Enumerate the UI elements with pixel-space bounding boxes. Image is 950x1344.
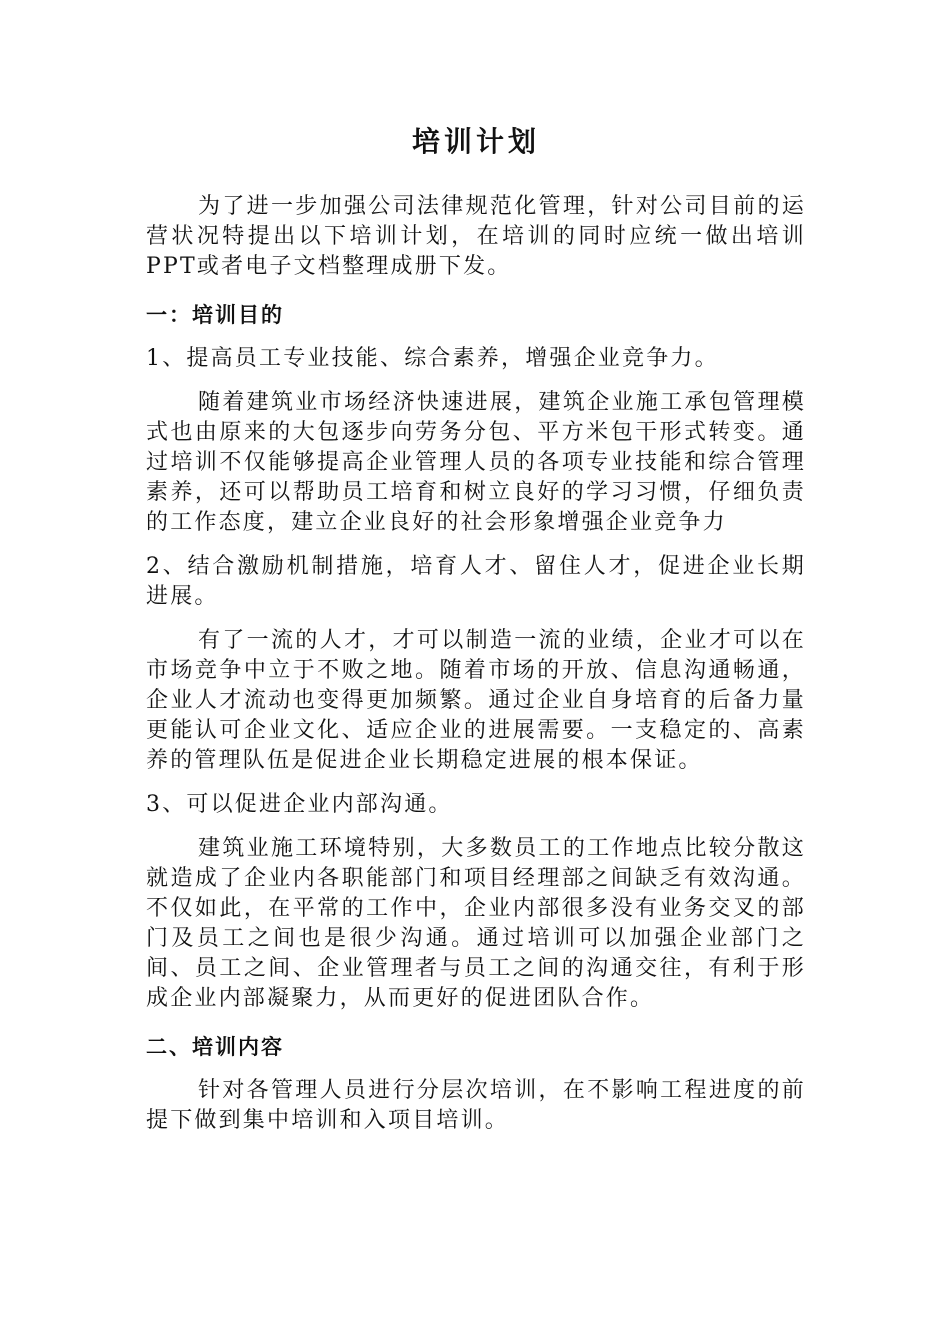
purpose-item-2: 2、结合激励机制措施，培育人才、留住人才，促进企业长期进展。 (146, 554, 806, 609)
purpose-item-3-body: 建筑业施工环境特别，大多数员工的工作地点比较分散这就造成了企业内各职能部门和项目经理部之间缺乏有效沟通。不仅如此，在平常的工作中，企业内部很多没有业务交叉的部门及员工之间也是很少沟通。通过培训可以加强企业部门之间、员工之间、企业管理者与员工之间的沟通交往，有利于形成企业内部凝聚力，从而更好的促进团队合作。 (146, 836, 806, 1011)
content-paragraph: 针对各管理人员进行分层次培训，在不影响工程进度的前提下做到集中培训和入项目培训。 (146, 1078, 806, 1133)
section-heading-content: 二、培训内容 (146, 1035, 284, 1059)
section-heading-purpose: 一：培训目的 (146, 303, 284, 327)
purpose-item-3: 3、可以促进企业内部沟通。 (146, 792, 453, 817)
document-page (146, 118, 806, 1136)
intro-paragraph: 为了进一步加强公司法律规范化管理，针对公司目前的运营状况特提出以下培训计划，在培训的同时应统一做出培训PPT或者电子文档整理成册下发。 (146, 194, 806, 279)
purpose-item-1: 1、提高员工专业技能、综合素养，增强企业竞争力。 (146, 346, 719, 371)
purpose-item-2-body: 有了一流的人才，才可以制造一流的业绩，企业才可以在市场竞争中立于不败之地。随着市场的开放、信息沟通畅通，企业人才流动也变得更加频繁。通过企业自身培育的后备力量更能认可企业文化、适应企业的进展需要。一支稳定的、高素养的管理队伍是促进企业长期稳定进展的根本保证。 (146, 628, 806, 773)
purpose-item-1-body: 随着建筑业市场经济快速进展，建筑企业施工承包管理模式也由原来的大包逐步向劳务分包、平方米包干形式转变。通过培训不仅能够提高企业管理人员的各项专业技能和综合管理素养，还可以帮助员工培育和树立良好的学习习惯，仔细负责的工作态度，建立企业良好的社会形象增强企业竞争力 (146, 390, 806, 535)
document-title: 培训计划 (411, 125, 540, 158)
